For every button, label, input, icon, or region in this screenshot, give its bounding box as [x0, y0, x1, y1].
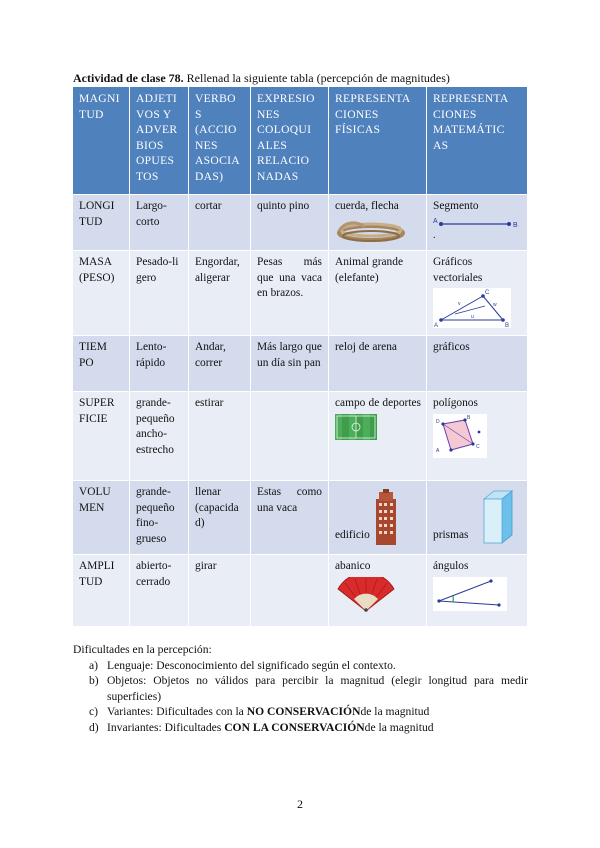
- building-image: [372, 489, 400, 545]
- cell-verbos: girar: [189, 555, 251, 627]
- segment-label-b: B: [513, 221, 518, 229]
- cell-expresiones: quinto pino: [251, 195, 329, 251]
- vector-label-b: B: [505, 323, 510, 328]
- cell-adjetivos: abierto-cerrado: [130, 555, 189, 627]
- angle-diagram: [433, 577, 507, 611]
- list-marker: b): [89, 674, 99, 687]
- table-row: [73, 555, 528, 627]
- header-verbos: VERBO S (ACCIO NES ASOCIA DAS): [189, 87, 251, 195]
- table-row: [73, 336, 528, 392]
- vector-label-a: A: [434, 323, 439, 328]
- header-adjetivos: ADJETI VOS Y ADVER BIOS OPUES TOS: [130, 87, 189, 195]
- activity-heading-text: Rellenad la siguiente tabla (percepción de magnitudes): [183, 71, 450, 85]
- vector-label-c: C: [485, 290, 490, 296]
- cell-adjetivos: Lento-rápido: [130, 336, 189, 392]
- cell-verbos: estirar: [189, 392, 251, 481]
- dificultades-section: [73, 642, 528, 735]
- list-item-text-pre: Variantes: Dificultades con la: [107, 705, 247, 718]
- cell-fisica: [329, 195, 427, 251]
- cell-magnitud: MASA (PESO): [73, 251, 130, 336]
- segment-trailing-dot: .: [433, 229, 436, 241]
- header-representaciones-matematicas: REPRESENTA CIONES MATEMÁTIC AS: [427, 87, 528, 195]
- list-marker: d): [89, 720, 99, 734]
- cell-expresiones: Estas como una vaca: [251, 481, 329, 555]
- magnitudes-table: [72, 86, 528, 627]
- cell-matematica: [427, 481, 528, 555]
- cell-expresiones: Pesas más que una vaca en brazos.: [251, 251, 329, 336]
- list-marker: a): [89, 658, 99, 672]
- cell-matematica-text: prismas: [433, 528, 469, 541]
- list-marker: c): [89, 705, 99, 718]
- cell-fisica: Animal grande (elefante): [329, 251, 427, 336]
- cell-fisica-text: edificio: [335, 528, 370, 541]
- list-item: [73, 673, 528, 704]
- vector-label-w: w: [493, 302, 497, 308]
- vector-label-u: u: [471, 314, 474, 320]
- cell-magnitud: VOLU MEN: [73, 481, 130, 555]
- cell-expresiones: Más largo que un día sin pan: [251, 336, 329, 392]
- dificultades-title: Dificultades en la percepción:: [73, 643, 212, 656]
- table-header-row: [73, 87, 528, 195]
- prism-image: [478, 489, 516, 545]
- list-item-text-post: de la magnitud: [360, 705, 430, 718]
- cell-magnitud: LONGI TUD: [73, 195, 130, 251]
- cell-magnitud: TIEM PO: [73, 336, 130, 392]
- cell-verbos: llenar (capacida d): [189, 481, 251, 555]
- list-item-text: Lenguaje: Desconocimiento del significado según el contexto.: [107, 658, 396, 672]
- fan-image: [335, 577, 397, 613]
- vector-triangle-diagram: [433, 288, 511, 328]
- cell-magnitud: SUPER FICIE: [73, 392, 130, 481]
- cell-fisica: [329, 555, 427, 627]
- segment-diagram: [433, 217, 521, 231]
- cell-fisica: [329, 392, 427, 481]
- sports-field-image: [335, 414, 377, 440]
- list-item-text-post: de la magnitud: [364, 720, 434, 734]
- activity-heading: [73, 71, 450, 86]
- list-item-text-bold: NO CONSERVACIÓN: [246, 705, 361, 718]
- dificultades-list: [73, 658, 528, 736]
- cell-expresiones: [251, 555, 329, 627]
- list-item-text-bold: CON LA CONSERVACIÓN: [224, 720, 365, 734]
- cell-fisica: reloj de arena: [329, 336, 427, 392]
- cell-matematica-text: polígonos: [433, 397, 478, 409]
- polygon-label-d: D: [436, 418, 440, 425]
- cell-fisica-text: cuerda, flecha: [335, 200, 399, 212]
- header-representaciones-fisicas: REPRESENTA CIONES FÍSICAS: [329, 87, 427, 195]
- cell-matematica-text: ángulos: [433, 560, 469, 572]
- polygon-label-b: B: [467, 414, 471, 421]
- cell-adjetivos: Pesado-li gero: [130, 251, 189, 336]
- cell-matematica: [427, 195, 528, 251]
- cell-matematica: [427, 251, 528, 336]
- cell-fisica: [329, 481, 427, 555]
- cell-expresiones: [251, 392, 329, 481]
- cell-matematica: [427, 392, 528, 481]
- activity-heading-bold: Actividad de clase 78.: [73, 71, 184, 85]
- polygon-label-c: C: [476, 443, 480, 450]
- polygon-diagram: [433, 414, 487, 458]
- segment-label-a: A: [433, 217, 438, 225]
- cell-fisica-text: campo de deportes: [335, 397, 421, 409]
- list-item: [73, 720, 528, 736]
- rope-image: [335, 217, 407, 243]
- header-magnitud: MAGNI TUD: [73, 87, 130, 195]
- cell-verbos: Andar, correr: [189, 336, 251, 392]
- cell-matematica: [427, 555, 528, 627]
- page-number: 2: [297, 797, 303, 811]
- list-item: [73, 658, 528, 674]
- cell-adjetivos: grande-pequeño fino-grueso: [130, 481, 189, 555]
- cell-adjetivos: Largo-corto: [130, 195, 189, 251]
- polygon-label-a: A: [436, 447, 440, 454]
- list-item-text-pre: Invariantes: Dificultades: [107, 720, 225, 734]
- table-row: [73, 251, 528, 336]
- cell-adjetivos: grande-pequeño ancho-estrecho: [130, 392, 189, 481]
- cell-verbos: cortar: [189, 195, 251, 251]
- list-item: [73, 704, 528, 720]
- table-row: [73, 195, 528, 251]
- table-row: [73, 481, 528, 555]
- cell-matematica: gráficos: [427, 336, 528, 392]
- table-row: [73, 392, 528, 481]
- cell-magnitud: AMPLI TUD: [73, 555, 130, 627]
- list-item-text: Objetos: Objetos no válidos para percibir la magnitud (elegir longitud para medir superficies): [107, 674, 528, 703]
- cell-matematica-text: Gráficos vectoriales: [433, 256, 483, 284]
- cell-matematica-text: Segmento: [433, 200, 479, 212]
- cell-verbos: Engordar, aligerar: [189, 251, 251, 336]
- header-expresiones: EXPRESIO NES COLOQUI ALES RELACIO NADAS: [251, 87, 329, 195]
- vector-label-v: v: [458, 301, 461, 307]
- cell-fisica-text: abanico: [335, 560, 371, 572]
